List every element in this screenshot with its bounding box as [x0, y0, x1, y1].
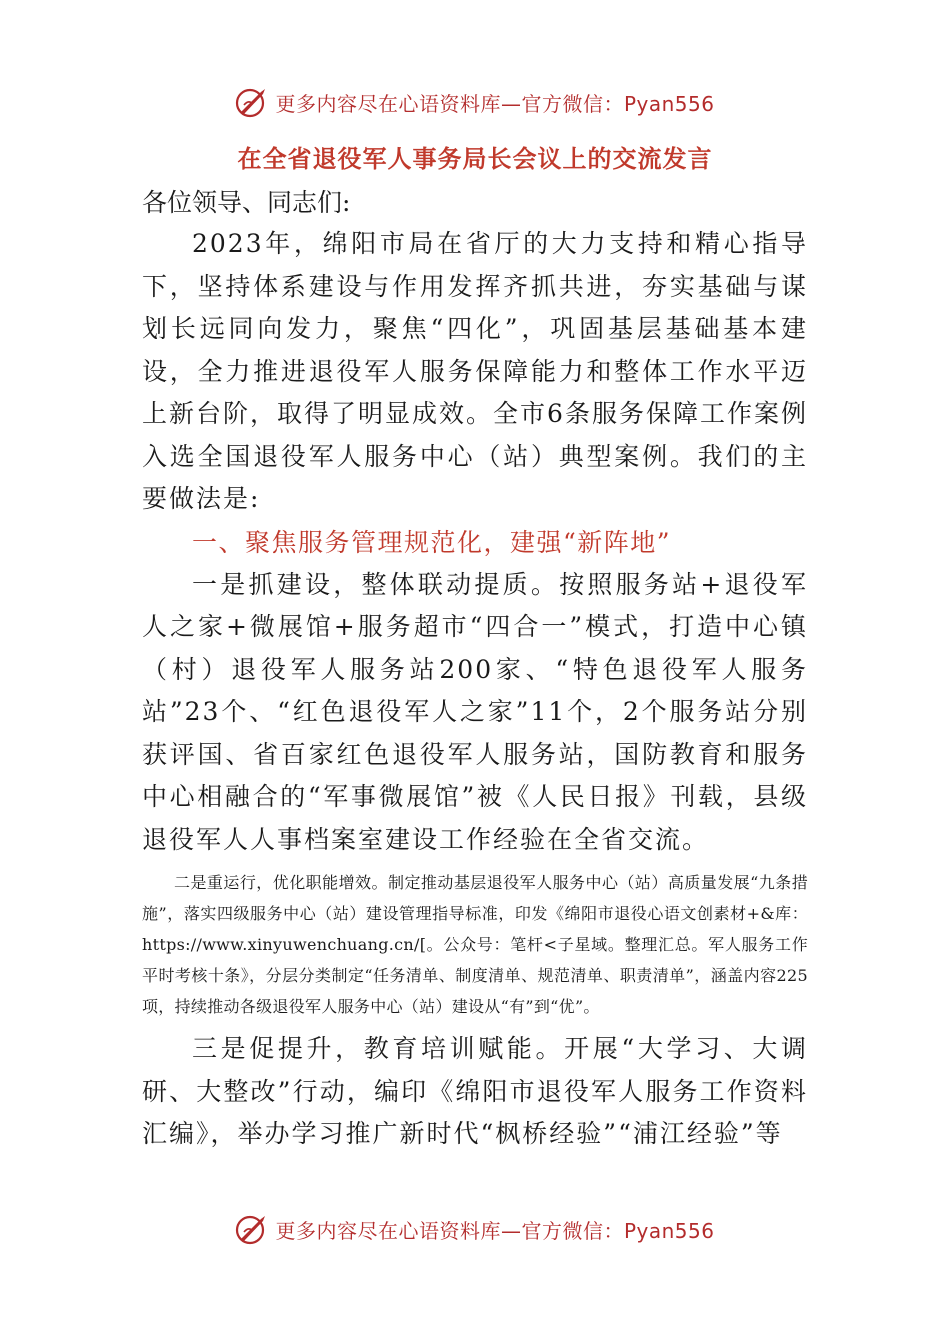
point-2-paragraph: 二是重运行，优化职能增效。制定推动基层退役军人服务中心（站）高质量发展“九条措施”，落实四级服务中心（站）建设管理指导标准，印发《绵阳市退役心语文创素材+&库：https://www.xinyuwenchuang.cn/[。公众号：笔杆<子星域。整理汇总。军人服务工作平时考核十条》，分层分类制定“任务清单、制度清单、规范清单、职责清单”，涵盖内容225项，持续推动各级退役军人服务中心（站）建设从“有”到“优”。: [142, 873, 808, 1016]
salutation: 各位领导、同志们:: [142, 188, 351, 217]
section-heading-1: 一、聚焦服务管理规范化，建强“新阵地”: [192, 527, 672, 557]
header-banner: [0, 82, 950, 122]
banner-text: 更多内容尽在心语资料库—官方微信：Pyan556: [275, 91, 715, 116]
document-body: [142, 135, 808, 1156]
point-1-paragraph: 一是抓建设，整体联动提质。按照服务站+退役军人之家+微展馆+服务超市“四合一”模式，打造中心镇（村）退役军人服务站200家、“特色退役军人服务站”23个、“红色退役军人之家”11个，2个服务站分别获评国、省百家红色退役军人服务站，国防教育和服务中心相融合的“军事微展馆”被《人民日报》刊载，县级退役军人人事档案室建设工作经验在全省交流。: [142, 569, 808, 854]
footer-banner: [0, 1209, 950, 1249]
pen-logo-icon: [235, 1212, 269, 1246]
point-3-paragraph: 三是促提升，教育培训赋能。开展“大学习、大调研、大整改”行动，编印《绵阳市退役军人服务工作资料汇编》，举办学习推广新时代“枫桥经验”“浦江经验”等: [142, 1034, 808, 1148]
intro-paragraph: 2023年，绵阳市局在省厅的大力支持和精心指导下，坚持体系建设与作用发挥齐抓共进，夯实基础与谋划长远同向发力，聚焦“四化”，巩固基层基础基本建设，全力推进退役军人服务保障能力和整体工作水平迈上新台阶，取得了明显成效。全市6条服务保障工作案例入选全国退役军人服务中心（站）典型案例。我们的主要做法是:: [142, 229, 808, 513]
document-title: 在全省退役军人事务局长会议上的交流发言: [237, 144, 713, 173]
pen-logo-icon: [235, 85, 269, 119]
banner-text: 更多内容尽在心语资料库—官方微信：Pyan556: [275, 1218, 715, 1243]
